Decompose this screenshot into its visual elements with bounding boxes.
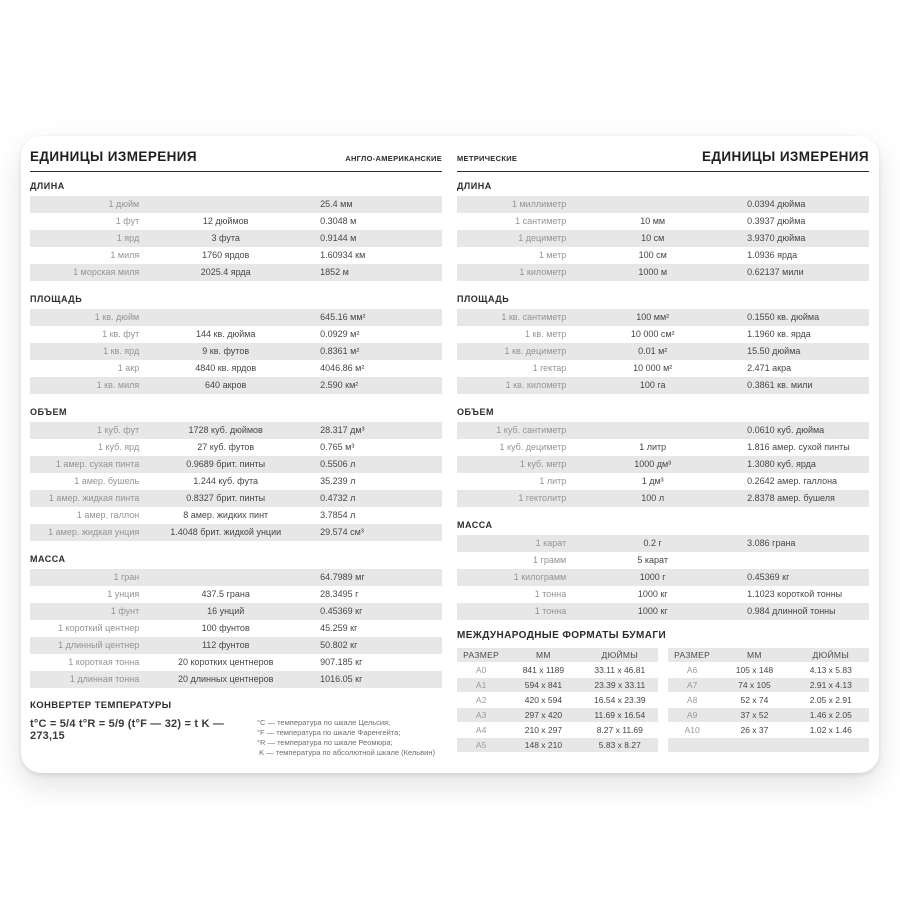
unit-sections-right	[457, 181, 869, 620]
equivalent-value: 0.8327 брит. пинты	[186, 493, 266, 503]
paper-size-label: A8	[686, 695, 698, 705]
paper-size-label: A0	[475, 665, 487, 675]
unit-name: 1 фут	[115, 216, 140, 226]
unit-row	[457, 535, 869, 552]
paper-format-row	[668, 738, 869, 752]
paper-format-row	[457, 723, 658, 737]
paper-format-row	[668, 723, 869, 737]
unit-name: 1 тонна	[534, 589, 567, 599]
converted-value: 0.45369 кг	[320, 606, 363, 616]
unit-row	[30, 230, 442, 247]
unit-row	[457, 439, 869, 456]
equivalent-value: 100 га	[639, 380, 666, 390]
equivalent-value: 100 см	[638, 250, 667, 260]
unit-name: 1 сантиметр	[515, 216, 567, 226]
equivalent-value: 1 литр	[639, 442, 667, 452]
equivalent-value: 112 фунтов	[201, 640, 250, 650]
unit-row	[457, 377, 869, 394]
converted-value: 1.60934 км	[320, 250, 366, 260]
paper-formats-table-a0-a5	[457, 648, 658, 753]
converted-value: 1.3080 куб. ярда	[747, 459, 816, 469]
temperature-legend-line: °C — температура по шкале Цельсия;	[257, 718, 391, 727]
converted-value: 2.471 акра	[747, 363, 792, 373]
equivalent-value: 4840 кв. ярдов	[195, 363, 257, 373]
converted-value: 0.0610 куб. дюйма	[747, 425, 825, 435]
paper-size-inches: 1.46 x 2.05	[809, 710, 852, 720]
unit-name: 1 куб. ярд	[98, 442, 140, 452]
temperature-converter-title: КОНВЕРТЕР ТЕМПЕРАТУРЫ	[30, 700, 172, 711]
section-label: ДЛИНА	[30, 181, 65, 191]
unit-name: 1 килограмм	[513, 572, 567, 582]
paper-format-row	[457, 708, 658, 722]
unit-row	[30, 213, 442, 230]
converted-value: 1.816 амер. сухой пинты	[747, 442, 850, 452]
converted-value: 0.62137 мили	[747, 267, 804, 277]
paper-format-row	[668, 693, 869, 707]
unit-row	[457, 309, 869, 326]
unit-row	[30, 507, 442, 524]
units-section	[30, 407, 442, 541]
paper-format-row	[668, 708, 869, 722]
paper-formats-table-a6-a10	[668, 648, 869, 753]
unit-sections-left	[30, 181, 442, 688]
paper-size-inches	[793, 738, 869, 752]
unit-name: 1 короткий центнер	[58, 623, 140, 633]
equivalent-value: 1000 м	[638, 267, 668, 277]
unit-name: 1 куб. метр	[519, 459, 567, 469]
converted-value: 2.590 км²	[320, 380, 359, 390]
unit-name: 1 метр	[538, 250, 567, 260]
converted-value: 29.574 см³	[320, 527, 364, 537]
unit-row	[457, 326, 869, 343]
paper-format-row	[457, 678, 658, 692]
unit-name: 1 кв. фут	[102, 329, 140, 339]
equivalent-value: 0.01 м²	[638, 346, 668, 356]
equivalent-value: 1760 ярдов	[202, 250, 250, 260]
units-section	[30, 554, 442, 688]
equivalent-value: 27 куб. футов	[197, 442, 255, 452]
converted-value: 907.185 кг	[320, 657, 363, 667]
equivalent-value: 10 см	[641, 233, 665, 243]
equivalent-value	[141, 569, 310, 586]
unit-row	[30, 343, 442, 360]
equivalent-value: 1728 куб. дюймов	[188, 425, 263, 435]
equivalent-value: 100 мм²	[636, 312, 670, 322]
temperature-legend-line: °R — температура по шкале Реомюра;	[257, 738, 393, 747]
equivalent-value: 10 000 м²	[633, 363, 673, 373]
converted-value: 0.3861 кв. мили	[747, 380, 813, 390]
column-metric	[457, 149, 869, 773]
paper-size-inches: 2.05 x 2.91	[809, 695, 852, 705]
paper-format-row	[457, 693, 658, 707]
paper-size-label: A3	[475, 710, 487, 720]
unit-name: 1 амер. бушель	[74, 476, 140, 486]
converted-value: 28.317 дм³	[320, 425, 365, 435]
converted-value: 1.0936 ярда	[747, 250, 798, 260]
unit-row	[457, 569, 869, 586]
paper-size-inches: 4.13 x 5.83	[809, 665, 852, 675]
equivalent-value: 9 кв. футов	[202, 346, 250, 356]
left-column-header	[30, 149, 442, 172]
section-label: ПЛОЩАДЬ	[30, 294, 83, 304]
equivalent-value: 0.2 г	[643, 538, 662, 548]
equivalent-value: 5 карат	[637, 555, 668, 565]
paper-table-header-row	[457, 648, 658, 662]
unit-name: 1 морская миля	[73, 267, 140, 277]
paper-size-inches: 5.83 x 8.27	[598, 740, 641, 750]
unit-row	[457, 603, 869, 620]
paper-size-mm: 420 x 594	[524, 695, 563, 705]
unit-name: 1 миллиметр	[511, 199, 567, 209]
paper-size-mm: 105 x 148	[735, 665, 774, 675]
unit-name: 1 карат	[535, 538, 567, 548]
unit-row	[30, 309, 442, 326]
unit-name: 1 грамм	[533, 555, 567, 565]
equivalent-value: 2025.4 ярда	[200, 267, 251, 277]
equivalent-value: 16 унций	[207, 606, 245, 616]
converted-value: 0.2642 амер. галлона	[747, 476, 838, 486]
equivalent-value: 1000 кг	[637, 606, 668, 616]
paper-size-mm: 74 x 105	[738, 680, 771, 690]
unit-row	[30, 196, 442, 213]
unit-row	[30, 422, 442, 439]
paper-format-row	[457, 663, 658, 677]
unit-row	[30, 473, 442, 490]
unit-name: 1 кв. миля	[96, 380, 140, 390]
converted-value: 1016.05 кг	[320, 674, 363, 684]
paper-format-row	[668, 678, 869, 692]
unit-row	[30, 603, 442, 620]
paper-size-label: A10	[684, 725, 700, 735]
section-label: МАССА	[30, 554, 66, 564]
converted-value: 0.0929 м²	[320, 329, 360, 339]
unit-row	[30, 247, 442, 264]
equivalent-value: 20 длинных центнеров	[178, 674, 274, 684]
column-tag-anglo-american: АНГЛО-АМЕРИКАНСКИЕ	[345, 154, 442, 163]
unit-row	[457, 196, 869, 213]
column-tag-metric: МЕТРИЧЕСКИЕ	[457, 154, 518, 163]
unit-row	[30, 490, 442, 507]
unit-name: 1 гектар	[532, 363, 567, 373]
unit-name: 1 унция	[107, 589, 140, 599]
units-section	[457, 520, 869, 620]
unit-row	[457, 247, 869, 264]
converted-value: 35.239 л	[320, 476, 356, 486]
units-section	[457, 294, 869, 394]
converted-value: 64.7989 мг	[320, 572, 365, 582]
converted-value: 0.1550 кв. дюйма	[747, 312, 820, 322]
converted-value: 2.8378 амер. бушеля	[747, 493, 835, 503]
unit-name: 1 амер. жидкая пинта	[48, 493, 140, 503]
equivalent-value: 1.4048 брит. жидкой унции	[170, 527, 282, 537]
unit-row	[30, 439, 442, 456]
paper-size-label: A9	[686, 710, 698, 720]
unit-row	[30, 620, 442, 637]
converted-value: 0.3048 м	[320, 216, 357, 226]
paper-column-header: РАЗМЕР	[674, 650, 711, 660]
unit-row	[457, 490, 869, 507]
unit-name: 1 миля	[110, 250, 140, 260]
column-anglo-american	[30, 149, 442, 773]
paper-column-header: ММ	[536, 650, 551, 660]
paper-formats-title: МЕЖДУНАРОДНЫЕ ФОРМАТЫ БУМАГИ	[457, 630, 667, 641]
equivalent-value: 3 фута	[211, 233, 240, 243]
unit-name: 1 куб. фут	[97, 425, 140, 435]
paper-size-label: A1	[475, 680, 487, 690]
equivalent-value: 437.5 грана	[201, 589, 250, 599]
unit-name: 1 ярд	[116, 233, 140, 243]
unit-name: 1 акр	[117, 363, 140, 373]
unit-name: 1 кв. дециметр	[504, 346, 567, 356]
equivalent-value: 10 мм	[640, 216, 666, 226]
right-column-header	[457, 149, 869, 172]
converted-value: 0.5506 л	[320, 459, 356, 469]
equivalent-value	[141, 309, 310, 326]
unit-row	[457, 343, 869, 360]
paper-size-label: A6	[686, 665, 698, 675]
paper-size-mm: 52 x 74	[740, 695, 769, 705]
paper-formats-tables	[457, 648, 869, 753]
paper-format-row	[457, 738, 658, 752]
equivalent-value: 8 амер. жидких пинт	[183, 510, 269, 520]
unit-name: 1 длинный центнер	[58, 640, 140, 650]
unit-name: 1 куб. дециметр	[499, 442, 567, 452]
converted-value: 0.765 м³	[320, 442, 355, 452]
equivalent-value: 1000 кг	[637, 589, 668, 599]
converted-value	[737, 552, 869, 569]
paper-size-mm	[716, 738, 792, 752]
temperature-converter	[30, 700, 442, 758]
equivalent-value: 1000 г	[639, 572, 666, 582]
equivalent-value: 12 дюймов	[202, 216, 249, 226]
unit-name: 1 амер. сухая пинта	[55, 459, 140, 469]
converted-value: 25.4 мм	[320, 199, 353, 209]
unit-name: 1 гран	[113, 572, 140, 582]
converted-value: 50.802 кг	[320, 640, 358, 650]
page-title-left: ЕДИНИЦЫ ИЗМЕРЕНИЯ	[30, 149, 197, 164]
paper-size-inches: 2.91 x 4.13	[809, 680, 852, 690]
converted-value: 3.9370 дюйма	[747, 233, 806, 243]
paper-column-header: ДЮЙМЫ	[812, 650, 850, 660]
equivalent-value	[568, 196, 737, 213]
page-title-right: ЕДИНИЦЫ ИЗМЕРЕНИЯ	[702, 149, 869, 164]
unit-name: 1 кв. метр	[524, 329, 567, 339]
paper-size-mm: 26 x 37	[740, 725, 769, 735]
converted-value: 4046.86 м²	[320, 363, 365, 373]
equivalent-value: 20 коротких центнеров	[178, 657, 274, 667]
unit-row	[457, 360, 869, 377]
equivalent-value: 1.244 куб. фута	[193, 476, 259, 486]
unit-row	[457, 586, 869, 603]
unit-row	[30, 569, 442, 586]
units-reference-page	[21, 136, 879, 773]
unit-name: 1 кв. сантиметр	[501, 312, 567, 322]
converted-value: 0.45369 кг	[747, 572, 790, 582]
converted-value: 0.9144 м	[320, 233, 357, 243]
unit-name: 1 литр	[539, 476, 567, 486]
paper-size-inches: 23.39 x 33.11	[594, 680, 646, 690]
units-section	[30, 181, 442, 281]
unit-row	[457, 473, 869, 490]
unit-name: 1 тонна	[534, 606, 567, 616]
paper-size-mm: 148 x 210	[524, 740, 563, 750]
converted-value: 45.259 кг	[320, 623, 358, 633]
unit-name: 1 фунт	[110, 606, 140, 616]
paper-size-label: A7	[686, 680, 698, 690]
converted-value: 28.3495 г	[320, 589, 359, 599]
equivalent-value: 1 дм³	[641, 476, 664, 486]
unit-name: 1 длинная тонна	[69, 674, 140, 684]
unit-name: 1 кв. дюйм	[94, 312, 140, 322]
units-section	[457, 181, 869, 281]
unit-name: 1 амер. галлон	[76, 510, 140, 520]
paper-size-mm: 841 x 1189	[522, 665, 565, 675]
section-label: МАССА	[457, 520, 493, 530]
unit-row	[30, 377, 442, 394]
converted-value: 0.4732 л	[320, 493, 356, 503]
unit-row	[457, 264, 869, 281]
unit-row	[457, 422, 869, 439]
paper-size-mm: 210 x 297	[524, 725, 563, 735]
converted-value: 1.1023 короткой тонны	[747, 589, 843, 599]
unit-row	[30, 326, 442, 343]
equivalent-value: 640 акров	[205, 380, 247, 390]
paper-size-mm: 37 x 52	[740, 710, 769, 720]
section-label: ПЛОЩАДЬ	[457, 294, 510, 304]
paper-formats-section	[457, 630, 869, 753]
paper-size-inches: 16.54 x 23.39	[594, 695, 646, 705]
unit-row	[30, 671, 442, 688]
temperature-legend-line: K — температура по абсолютной шкале (Кельвин)	[257, 748, 436, 757]
section-label: ОБЪЕМ	[457, 407, 494, 417]
equivalent-value: 144 кв. дюйма	[195, 329, 256, 339]
unit-row	[457, 456, 869, 473]
unit-name: 1 гектолитр	[518, 493, 567, 503]
unit-row	[30, 456, 442, 473]
section-label: ДЛИНА	[457, 181, 492, 191]
paper-size-label: A4	[475, 725, 487, 735]
equivalent-value: 0.9689 брит. пинты	[186, 459, 266, 469]
paper-table-header-row	[668, 648, 869, 662]
unit-name: 1 дюйм	[108, 199, 140, 209]
equivalent-value: 1000 дм³	[634, 459, 672, 469]
converted-value: 1852 м	[320, 267, 349, 277]
paper-size-label: A2	[475, 695, 487, 705]
paper-column-header: ММ	[747, 650, 762, 660]
equivalent-value: 10 000 см²	[630, 329, 675, 339]
converted-value: 645.16 мм²	[320, 312, 366, 322]
unit-row	[457, 213, 869, 230]
units-section	[457, 407, 869, 507]
units-section	[30, 294, 442, 394]
unit-name: 1 короткая тонна	[68, 657, 140, 667]
unit-name: 1 кв. километр	[505, 380, 567, 390]
converted-value: 15.50 дюйма	[747, 346, 801, 356]
converted-value: 0.8361 м²	[320, 346, 360, 356]
converted-value: 1.1960 кв. ярда	[747, 329, 811, 339]
section-label: ОБЪЕМ	[30, 407, 67, 417]
unit-row	[30, 654, 442, 671]
unit-row	[30, 360, 442, 377]
paper-size-mm: 594 x 841	[524, 680, 563, 690]
paper-size-inches: 11.69 x 16.54	[594, 710, 646, 720]
converted-value: 3.7854 л	[320, 510, 356, 520]
converted-value: 0.3937 дюйма	[747, 216, 806, 226]
unit-name: 1 кв. ярд	[103, 346, 140, 356]
unit-name: 1 куб. сантиметр	[496, 425, 567, 435]
temperature-converter-body	[30, 718, 442, 758]
unit-row	[457, 230, 869, 247]
unit-name: 1 километр	[519, 267, 567, 277]
temperature-legend	[257, 718, 435, 758]
paper-size-inches: 33.11 x 46.81	[594, 665, 646, 675]
unit-row	[457, 552, 869, 569]
converted-value: 3.086 грана	[747, 538, 796, 548]
temperature-legend-line: °F — температура по шкале Фаренгейта;	[257, 728, 401, 737]
paper-column-header: РАЗМЕР	[463, 650, 500, 660]
equivalent-value	[568, 422, 737, 439]
unit-row	[30, 264, 442, 281]
equivalent-value: 100 л	[641, 493, 665, 503]
converted-value: 0.0394 дюйма	[747, 199, 806, 209]
paper-size-inches: 1.02 x 1.46	[809, 725, 852, 735]
unit-row	[30, 637, 442, 654]
temperature-formula: t°C = 5/4 t°R = 5/9 (t°F — 32) = t K — 273,15	[30, 718, 225, 742]
unit-name: 1 амер. жидкая унция	[48, 527, 140, 537]
unit-name: 1 дециметр	[518, 233, 567, 243]
unit-row	[30, 524, 442, 541]
paper-column-header: ДЮЙМЫ	[601, 650, 639, 660]
equivalent-value: 100 фунтов	[201, 623, 250, 633]
paper-size-label: A5	[475, 740, 487, 750]
unit-row	[30, 586, 442, 603]
paper-size-label	[668, 738, 716, 752]
paper-size-mm: 297 x 420	[524, 710, 563, 720]
paper-size-inches: 8.27 x 11.69	[596, 725, 643, 735]
paper-format-row	[668, 663, 869, 677]
converted-value: 0.984 длинной тонны	[747, 606, 836, 616]
equivalent-value	[141, 196, 310, 213]
